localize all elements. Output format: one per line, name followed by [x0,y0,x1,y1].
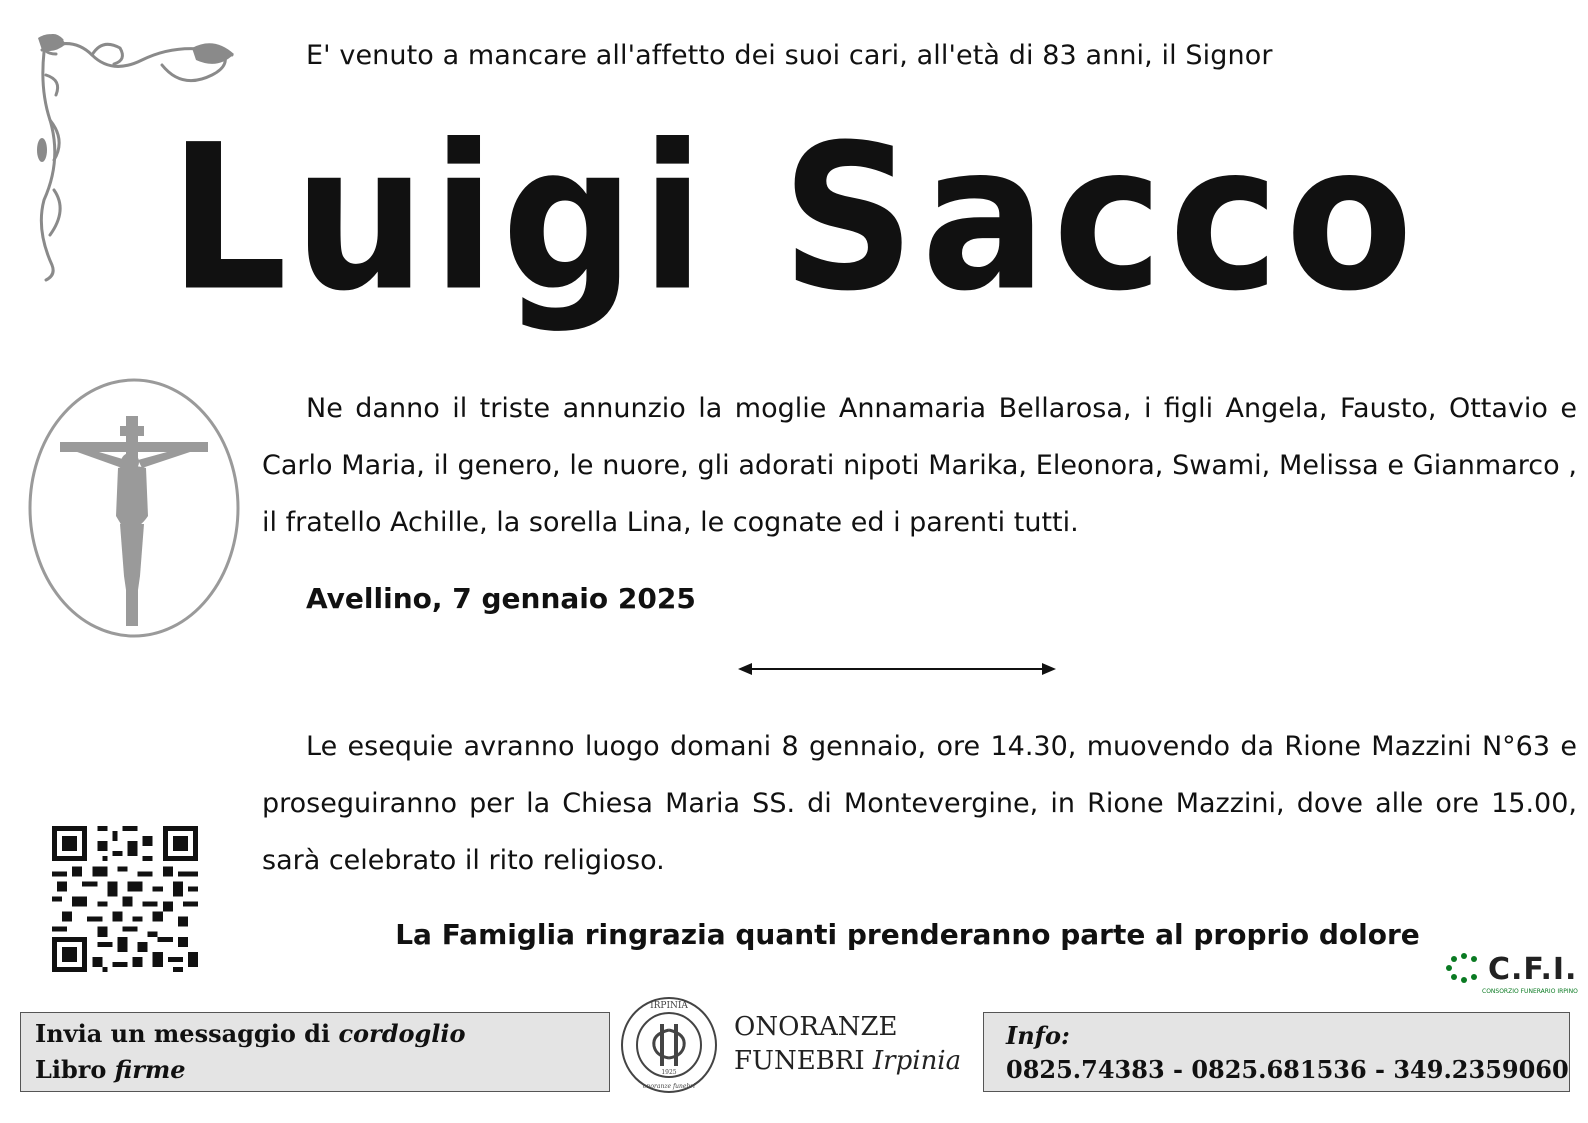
seal-bottom-text: onoranze funebri [642,1083,696,1090]
company-line2 [734,1044,961,1078]
condolence-box[interactable] [20,1012,610,1092]
intro-text: E' venuto a mancare all'affetto dei suoi cari, all'età di 83 anni, il Signor [306,40,1273,71]
qr-code[interactable] [52,826,198,972]
company-line1: ONORANZE [734,1012,898,1042]
info-label [1006,1021,1070,1050]
funeral-paragraph: Le esequie avranno luogo domani 8 gennaio, ore 14.30, muovendo da Rione Mazzini N°63 e proseguiranno per la Chiesa Maria SS. di Montevergine, in Rione Mazzini, dove alle ore 15.00, sarà celebrato il rito religioso. [262,731,1577,876]
company-line2-italic: Irpinia [872,1046,962,1076]
condolence-link[interactable] [35,1019,466,1048]
phone-numbers[interactable]: 0825.74383 - 0825.681536 - 349.2359060 [1006,1055,1569,1084]
guestbook-prefix: Libro [35,1055,115,1084]
condolence-prefix: Invia un messaggio di [35,1019,339,1048]
guestbook-link[interactable] [35,1055,186,1084]
company-line2-prefix: FUNEBRI [734,1046,873,1076]
info-box [983,1012,1570,1092]
condolence-italic: cordoglio [338,1019,466,1048]
company-name [734,1010,961,1078]
deceased-name: Luigi Sacco [168,100,1420,336]
seal-top-text: IRPINIA [650,1001,688,1011]
cfi-subtitle: CONSORZIO FUNERARIO IRPINO [1482,988,1578,995]
company-seal-icon [618,994,720,1096]
cfi-logo: C.F.I. [1488,952,1578,987]
info-label-text: Info: [1006,1021,1070,1050]
announcement-paragraph: Ne danno il triste annunzio la moglie Annamaria Bellarosa, i figli Angela, Fausto, Ottavio e Carlo Maria, il genero, le nuore, gli adorati nipoti Marika, Eleonora, Swami, Melissa e Gianmarco , il fratello Achille, la sorella Lina, le cognate ed i parenti tutti. [262,393,1577,538]
divider-arrow-icon [738,660,1056,678]
thanks-line: La Famiglia ringrazia quanti prenderanno parte al proprio dolore [395,918,1420,951]
guestbook-italic: firme [114,1055,186,1084]
seal-year-text: 1925 [661,1069,677,1076]
dateline: Avellino, 7 gennaio 2025 [306,582,696,615]
cfi-dots-icon [1444,952,1486,984]
crucifix-icon [26,376,242,640]
